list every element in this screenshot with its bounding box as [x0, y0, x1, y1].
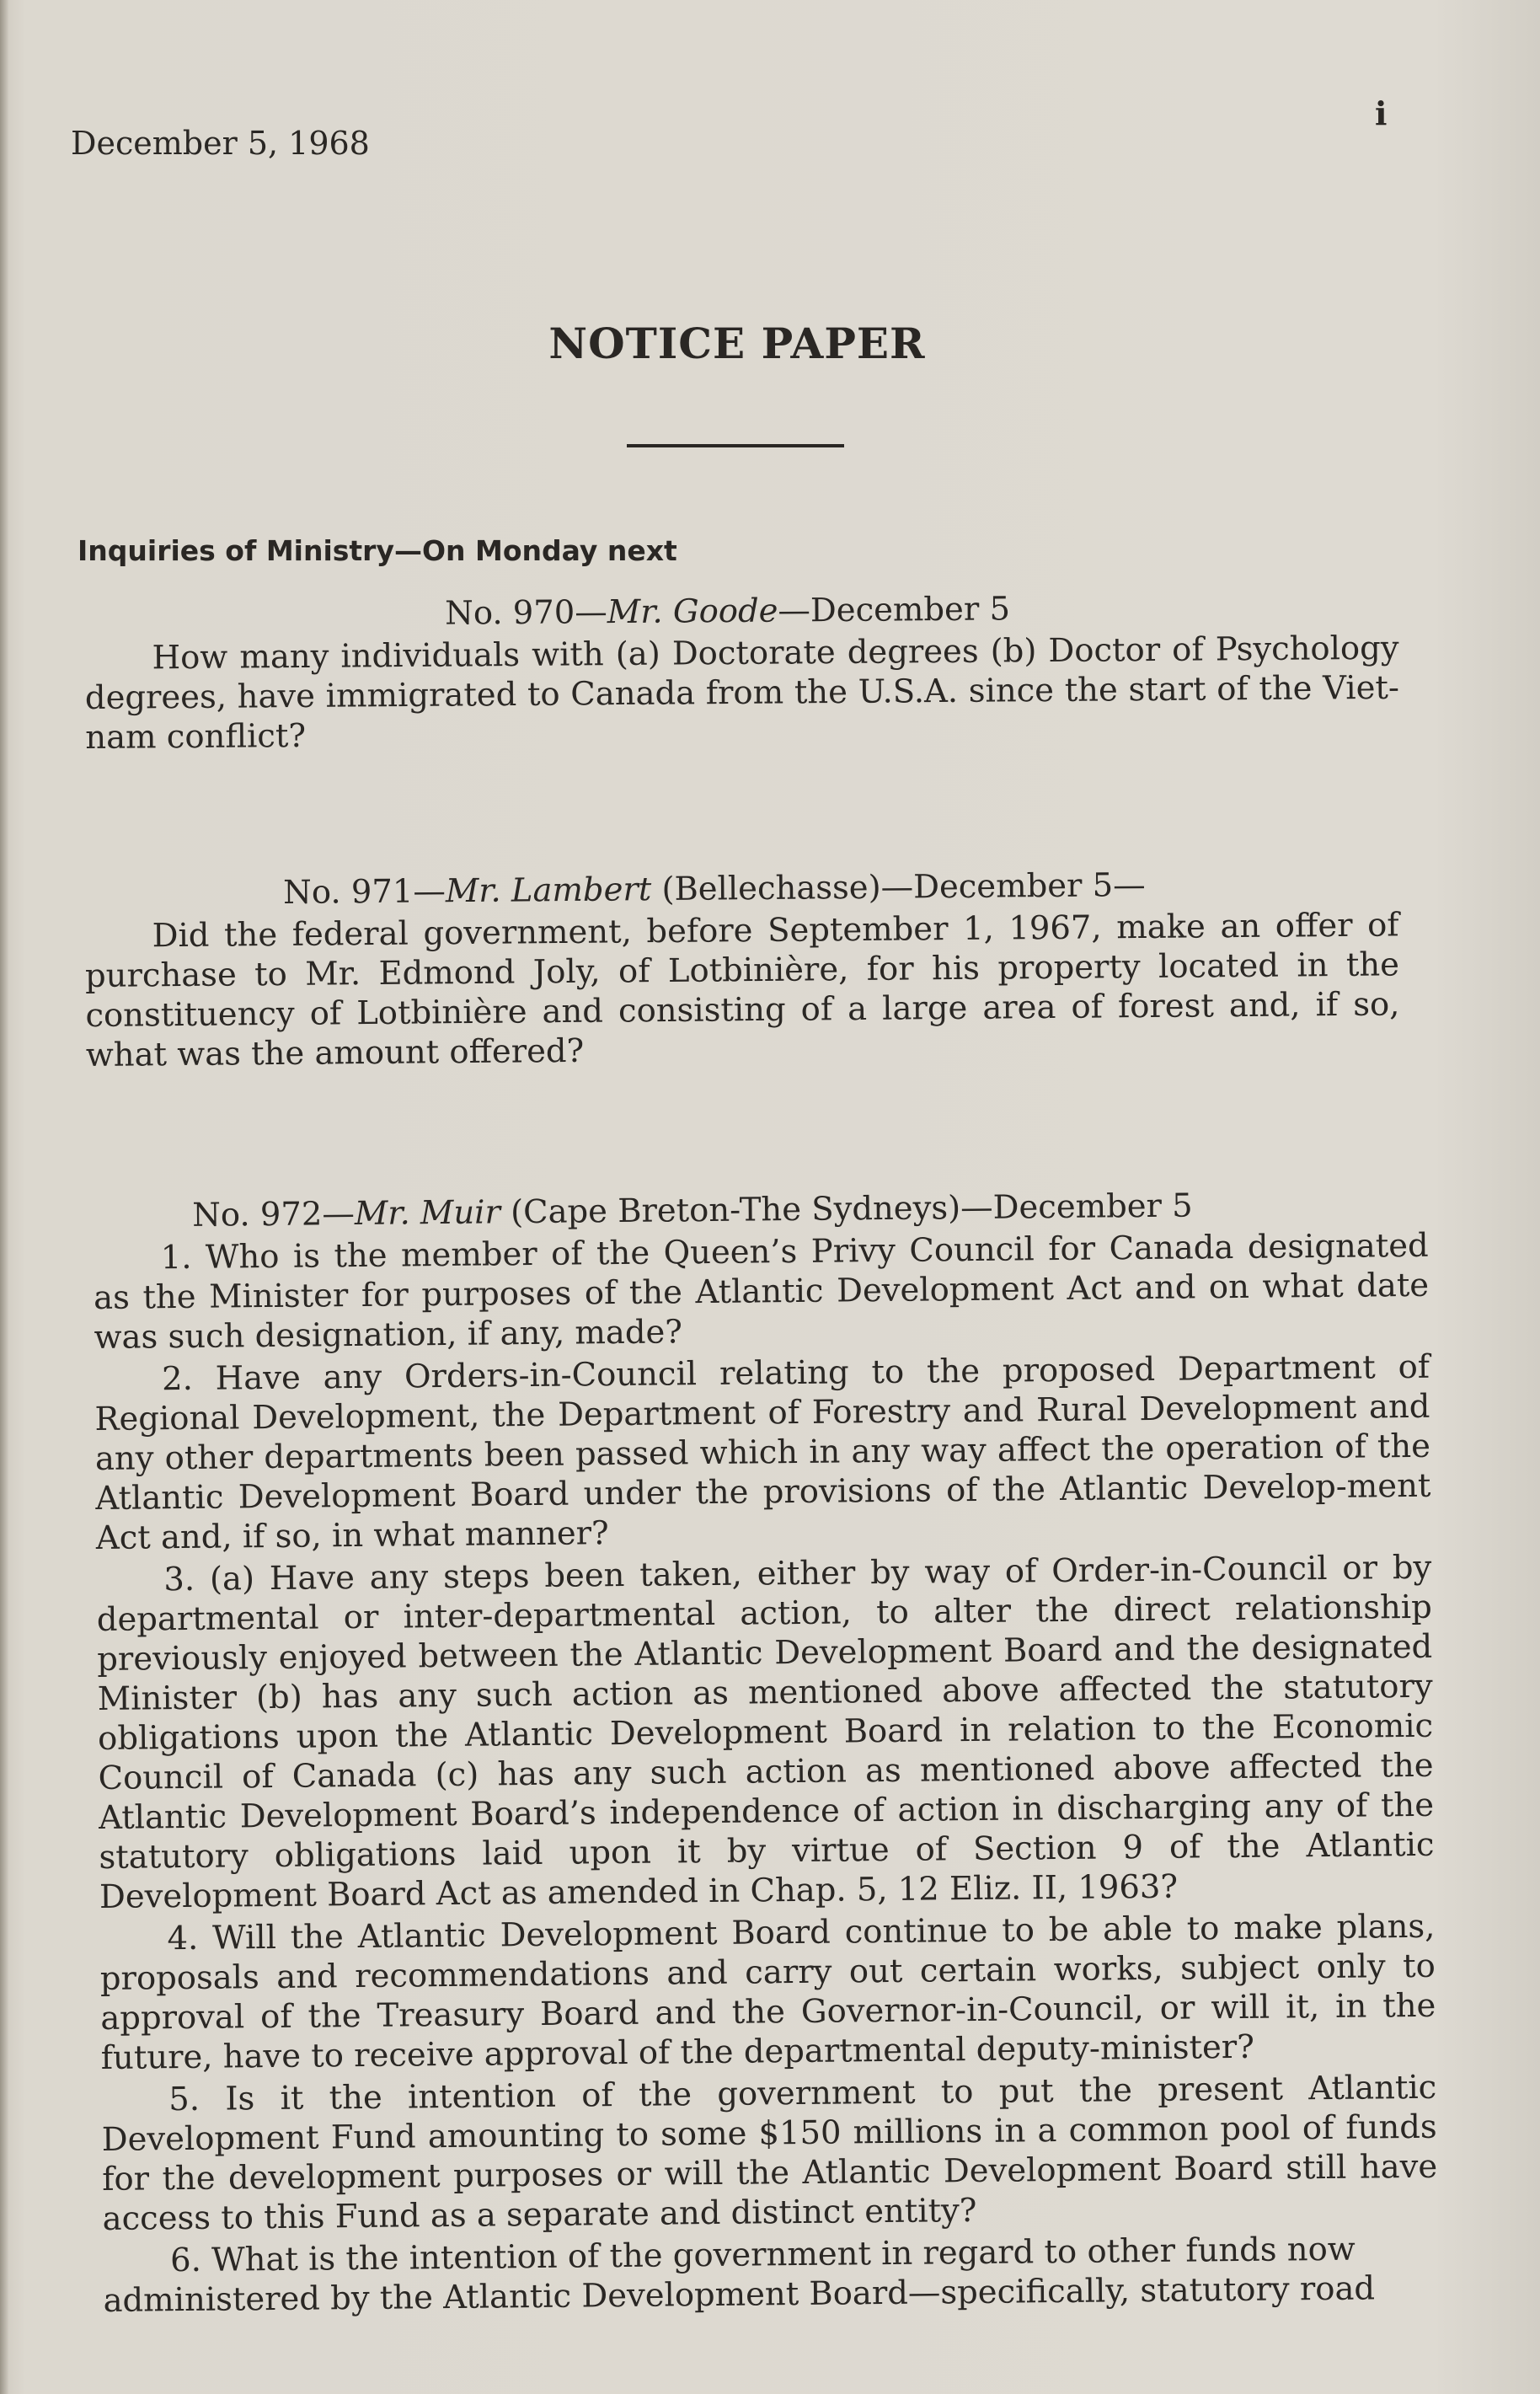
question-member: Mr. Muir	[354, 1193, 501, 1234]
question-paragraph: How many individuals with (a) Doctorate degrees (b) Doctor of Psychology degrees, have immigrated to Canada from the U.S.A. since the start of the Viet-nam conflict?	[84, 629, 1400, 757]
page-number: i	[1375, 94, 1388, 132]
question-date: (Bellechasse)—December 5—	[651, 866, 1146, 909]
question-member: Mr. Goode	[607, 592, 778, 632]
question-paragraph-6: 6. What is the intention of the government in regard to other funds now administered by the Atlantic Development Board—specifically, statutory road	[103, 2230, 1376, 2320]
question-paragraph-2: 2. Have any Orders-in-Council relating to the proposed Department of Regional Development, the Department of Forestry and Rural Development and any other departments been passed which in any way affect the operation of the Atlantic Development Board under the provisions of the Atlantic Develop-ment Act and, if so, in what manner?	[94, 1347, 1431, 1557]
question-number: No. 972—	[192, 1195, 356, 1234]
question-date: —December 5	[778, 590, 1011, 630]
question-970	[84, 586, 1399, 758]
question-paragraph: Did the federal government, before September 1, 1967, make an offer of purchase to Mr. Edmond Joly, of Lotbinière, for his property located in the constituency of Lotbinière and consisting of a large area of forest and, if so, what was the amount offered?	[84, 906, 1400, 1074]
question-971	[84, 863, 1400, 1075]
page-title: NOTICE PAPER	[548, 319, 926, 368]
question-number: No. 970—	[444, 593, 607, 633]
question-member: Mr. Lambert	[445, 870, 652, 911]
question-paragraph-4: 4. Will the Atlantic Development Board continue to be able to make plans, proposals and recommendations and carry out certain works, subject only to approval of the Treasury Board and the Governor-in-Council, or will it, in the future, have to receive approval of the departmental deputy-minister?	[99, 1907, 1436, 2077]
question-number: No. 971—	[282, 872, 446, 912]
page-date: December 5, 1968	[71, 125, 370, 162]
question-972	[93, 1184, 1439, 2321]
title-rule	[627, 444, 844, 447]
question-heading	[84, 586, 1398, 636]
question-paragraph-3: 3. (a) Have any steps been taken, either by way of Order-in-Council or by departmental or inter-departmental action, to alter the direct relationship previously enjoyed between the Atlantic Development Board and the designated Minister (b) has any such action as mentioned above affected the statutory obligations upon the Atlantic Development Board in relation to the Economic Council of Canada (c) has any such action as mentioned above affected the Atlantic Development Board’s independence of action in discharging any of the statutory obligations laid upon it by virtue of Section 9 of the Atlantic Development Board Act as amended in Chap. 5, 12 Eliz. II, 1963?	[96, 1548, 1435, 1916]
section-heading: Inquiries of Ministry—On Monday next	[78, 534, 677, 567]
question-paragraph-5: 5. Is it the intention of the government to put the present Atlantic Development Fund amounting to some $150 millions in a common pool of funds for the development purposes or will the Atlantic Development Board still have access to this Fund as a separate and distinct entity?	[101, 2068, 1438, 2238]
question-date: (Cape Breton-The Sydneys)—December 5	[500, 1186, 1193, 1232]
question-paragraph-1: 1. Who is the member of the Queen’s Privy Council for Canada designated as the Minister for purposes of the Atlantic Development Act and on what date was such designation, if any, made?	[93, 1226, 1430, 1357]
